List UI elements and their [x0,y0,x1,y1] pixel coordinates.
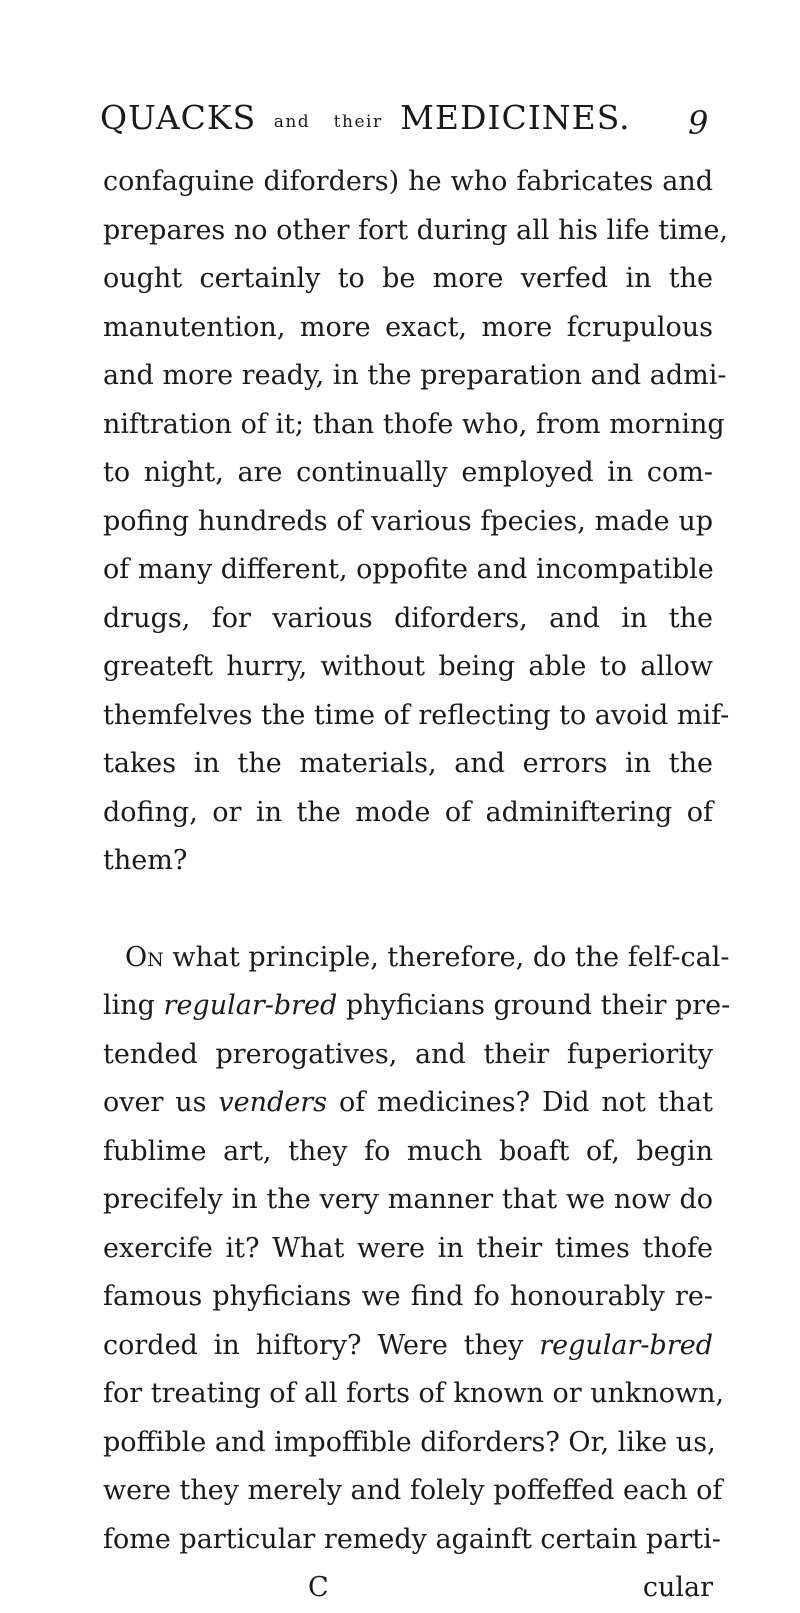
paragraph-opening-line [103,934,730,983]
italic-term: venders [218,1087,328,1118]
text-line: famous phyficians we find fo honourably re- [103,1281,713,1312]
text-line: fome particular remedy againft certain parti- [103,1523,721,1555]
text-line: exercife it? What were in their times thofe [103,1232,713,1264]
text-line [103,1079,713,1128]
text-segment: phyficians ground their pre- [337,990,731,1021]
text-line: tended prerogatives, and their fuperiority [103,1038,713,1070]
running-head-quacks: QUACKS [100,98,257,137]
text-line: prepares no other fort during all his life time, [103,214,729,246]
text-line: were they merely and folely poffeffed each of [103,1475,723,1506]
text-line: pofing hundreds of various fpecies, made up [103,505,713,537]
paragraph-initial-word: On [125,941,164,973]
text-segment: over us [103,1087,219,1118]
italic-term: regular-bred [163,990,338,1021]
text-line: drugs, for various diforders, and in the [103,602,713,634]
text-line [103,982,731,1031]
text-segment: ling [103,990,164,1021]
text-segment: corded in hiftory? Were they [103,1329,540,1361]
running-head-and: and [273,112,311,132]
text-line: greateft hurry, without being able to allow [103,651,713,682]
text-line: niftration of it; than thofe who, from morning [103,408,725,440]
text-line: themfelves the time of reflecting to avoid mif- [103,699,730,731]
text-segment: what principle, therefore, do the felf-cal- [163,941,730,973]
text-line: ought certainly to be more verfed in the [103,263,713,294]
text-line: for treating of all forts of known or unknown, [103,1378,725,1409]
text-line: them? [103,845,188,876]
text-line: precifely in the very manner that we now do [103,1184,713,1215]
text-line: and more ready, in the preparation and admi- [103,360,727,391]
body-text [103,158,731,1613]
text-line: of many different, oppofite and incompatible [103,554,714,585]
text-segment: of medicines? Did not that [327,1087,713,1118]
text-line: fublime art, they fo much boaft of, begin [103,1135,713,1167]
text-line [103,1322,713,1371]
italic-term: regular-bred [539,1329,713,1361]
text-line: poffible and impoffible diforders? Or, like us, [103,1426,716,1458]
running-head-their: their [333,112,383,132]
text-line: dofing, or in the mode of adminiftering of [103,796,713,828]
signature-line [103,1564,713,1613]
running-head-medicines: MEDICINES. [400,98,631,137]
text-line: takes in the materials, and errors in the [103,748,713,779]
signature-mark: C [308,1572,329,1603]
running-head [100,98,710,138]
text-line: manutention, more exact, more fcrupulous [103,311,713,343]
text-line: to night, are continually employed in com- [103,457,713,488]
page-number: 9 [688,104,709,142]
catchword: cular [642,1572,713,1603]
text-line: confaguine diforders) he who fabricates and [103,166,713,197]
